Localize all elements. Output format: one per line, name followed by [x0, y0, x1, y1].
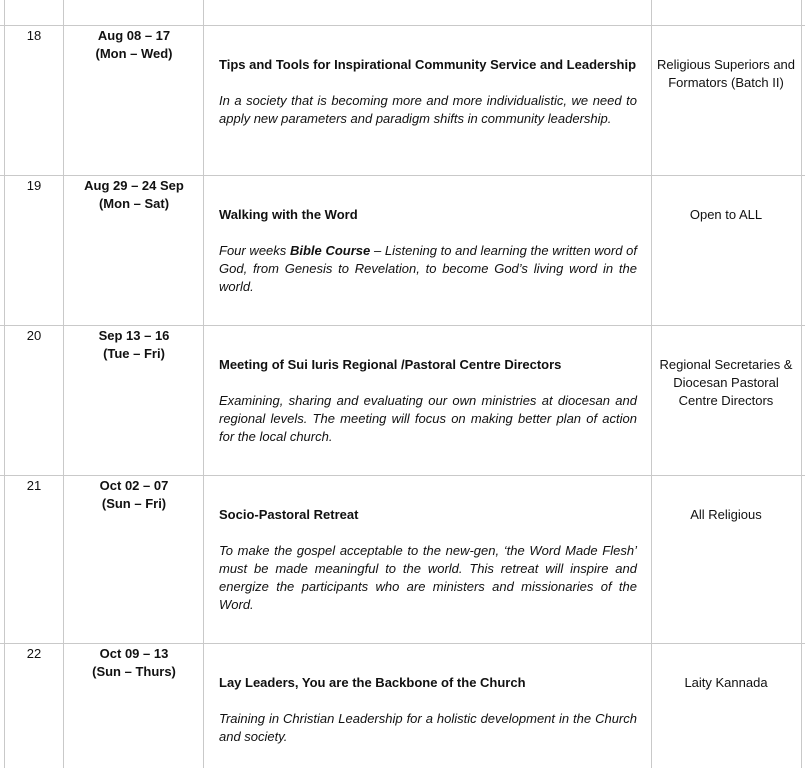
- description-text: To make the gospel acceptable to the new-gen, ‘the Word Made Flesh’ must be made meaningful to the world. This retreat will inspire and energize the participants who are ministers and missionaries of the Word.: [219, 543, 637, 612]
- row-number: 19: [26, 178, 42, 193]
- audience-cell: Open to ALL: [689, 207, 763, 222]
- row-divider: [0, 325, 805, 326]
- programme-title: Meeting of Sui Iuris Regional /Pastoral Centre Directors: [219, 357, 562, 372]
- row-divider: [0, 475, 805, 476]
- description-text: Four weeks: [219, 243, 290, 258]
- row-number: 18: [26, 28, 42, 43]
- programme-cell: [219, 506, 637, 614]
- row-date: [67, 477, 201, 513]
- programme-title: Socio-Pastoral Retreat: [219, 507, 359, 522]
- programme-description: [219, 392, 637, 446]
- date-days: (Sun – Fri): [101, 496, 167, 511]
- row-date: [67, 645, 201, 681]
- programme-cell: [219, 56, 637, 128]
- description-text: Examining, sharing and evaluating our own ministries at diocesan and regional levels. The meeting will focus on making better plan of action for the local church.: [219, 393, 637, 444]
- table-border-left: [4, 0, 5, 768]
- row-divider: [0, 643, 805, 644]
- description-text: Training in Christian Leadership for a holistic development in the Church and society.: [219, 711, 637, 744]
- date-days: (Sun – Thurs): [92, 664, 176, 679]
- audience-cell: Religious Superiors and Formators (Batch II): [656, 57, 796, 90]
- programme-title: Lay Leaders, You are the Backbone of the Church: [219, 675, 526, 690]
- row-date: [67, 27, 201, 63]
- audience-cell: All Religious: [690, 507, 762, 522]
- table-border-right: [801, 0, 802, 768]
- programme-title: Walking with the Word: [219, 207, 358, 222]
- programme-description: [219, 542, 637, 614]
- row-date: [67, 177, 201, 213]
- date-days: (Tue – Fri): [103, 346, 165, 361]
- row-divider: [0, 175, 805, 176]
- row-divider: [0, 25, 805, 26]
- programme-title: Tips and Tools for Inspirational Community Service and Leadership: [219, 57, 637, 72]
- column-divider: [203, 0, 204, 768]
- date-range: Oct 09 – 13: [99, 646, 169, 661]
- date-days: (Mon – Sat): [98, 196, 170, 211]
- audience-cell: Regional Secretaries & Diocesan Pastoral Centre Directors: [659, 357, 793, 408]
- programme-description: [219, 710, 637, 746]
- row-number: 21: [26, 478, 42, 493]
- programme-description: [219, 92, 637, 128]
- description-emphasis: Bible Course: [289, 243, 371, 258]
- description-text: In a society that is becoming more and more individualistic, we need to apply new parameters and paradigm shifts in community leadership.: [219, 93, 637, 126]
- description-text: – Listening to and learning the written word of God, from Genesis to Revelation, to become God’s living word in the world.: [219, 243, 637, 294]
- programme-cell: [219, 356, 637, 446]
- programme-cell: [219, 674, 637, 746]
- programme-description: [219, 242, 637, 296]
- programme-cell: [219, 206, 637, 296]
- row-number: 20: [26, 328, 42, 343]
- row-number: 22: [26, 646, 42, 661]
- date-range: Oct 02 – 07: [99, 478, 169, 493]
- row-date: [67, 327, 201, 363]
- column-divider: [63, 0, 64, 768]
- date-range: Aug 08 – 17: [97, 28, 171, 43]
- audience-cell: Laity Kannada: [684, 675, 768, 690]
- date-range: Sep 13 – 16: [98, 328, 170, 343]
- date-range: Aug 29 – 24 Sep: [84, 178, 184, 193]
- date-days: (Mon – Wed): [95, 46, 173, 61]
